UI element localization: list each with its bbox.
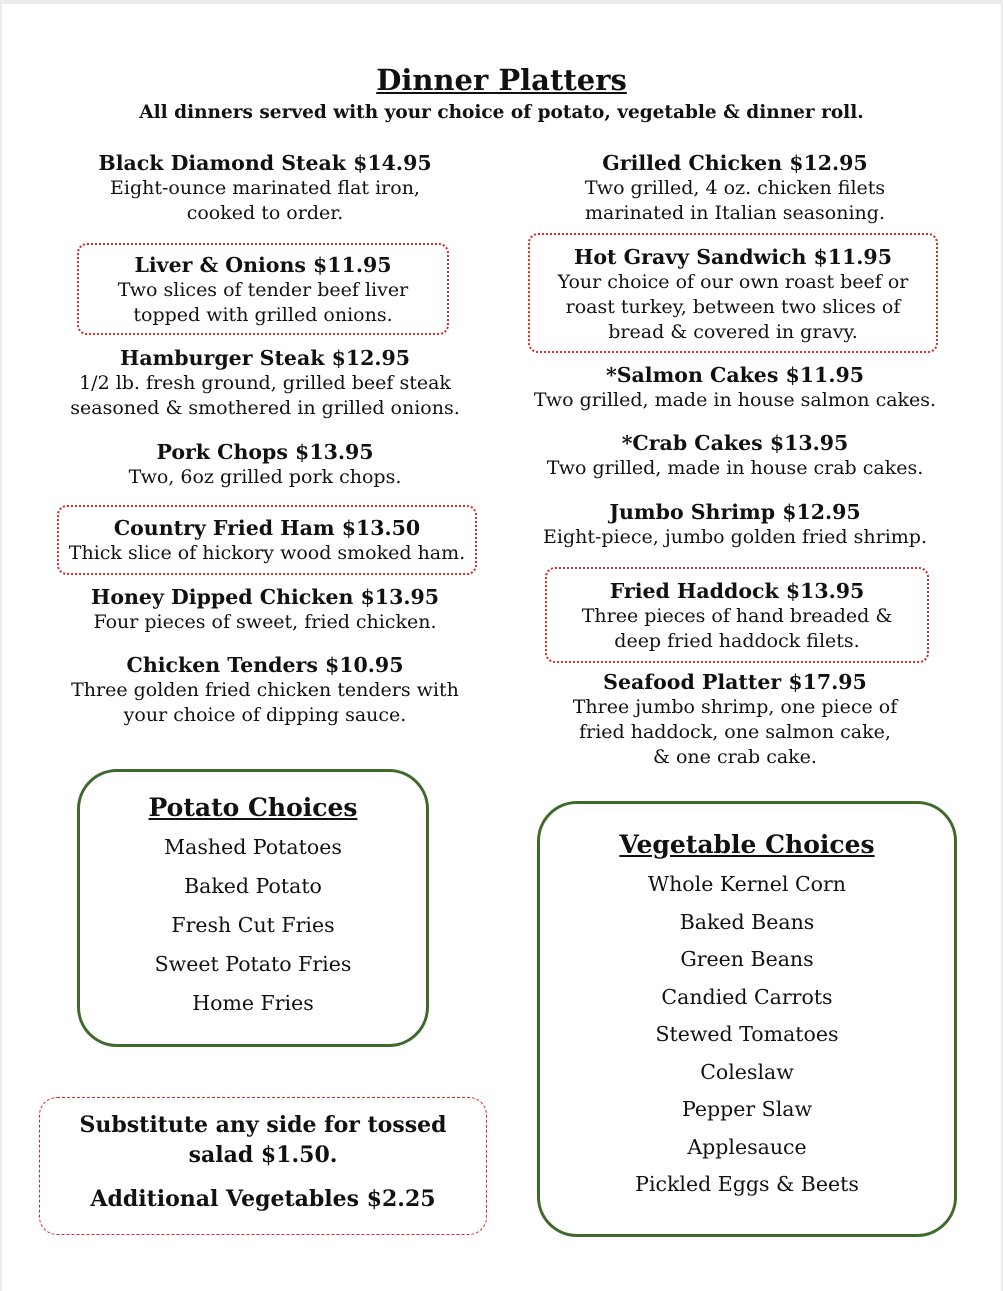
item-desc-line: roast turkey, between two slices of (565, 296, 901, 318)
item-desc-line: deep fried haddock filets. (614, 630, 860, 652)
vegetable-option: Applesauce (687, 1134, 807, 1159)
menu-item-seafood-platter (530, 670, 940, 770)
item-desc-line: your choice of dipping sauce. (123, 704, 407, 726)
menu-item-grilled-chicken (530, 151, 940, 227)
extras-box (39, 1097, 487, 1235)
vegetable-option: Pepper Slaw (681, 1097, 813, 1121)
menu-item-pork-chops (62, 440, 468, 492)
item-desc-line: 1/2 lb. fresh ground, grilled beef steak (79, 372, 451, 394)
potato-choices-box (77, 769, 429, 1047)
vegetable-option: Baked Beans (679, 909, 815, 934)
potato-choices-heading: Potato Choices (148, 793, 358, 822)
item-desc-line: Two grilled, made in house salmon cakes. (533, 389, 937, 411)
menu-item-chicken-tenders (56, 653, 474, 729)
menu-item-crab-cakes (520, 431, 950, 483)
item-name: Grilled Chicken $12.95 (602, 151, 868, 175)
item-name: Liver & Onions $11.95 (134, 253, 392, 277)
item-name: Hot Gravy Sandwich $11.95 (574, 245, 892, 269)
menu-item-fried-haddock (545, 567, 929, 663)
potato-option: Sweet Potato Fries (154, 952, 352, 976)
additional-vegetables-price: Additional Vegetables $2.25 (90, 1186, 436, 1212)
item-desc-line: seasoned & smothered in grilled onions. (70, 397, 460, 419)
vegetable-option: Candied Carrots (661, 984, 833, 1009)
item-desc-line: Your choice of our own roast beef or (557, 271, 909, 293)
vegetable-choices-box (537, 801, 957, 1237)
potato-option: Home Fries (192, 991, 314, 1015)
item-desc-line: Three jumbo shrimp, one piece of (572, 696, 898, 718)
vegetable-choices-heading: Vegetable Choices (619, 830, 875, 859)
vegetable-option: Coleslaw (700, 1059, 794, 1084)
item-name: Country Fried Ham $13.50 (113, 516, 421, 540)
vegetable-option: Pickled Eggs & Beets (635, 1172, 859, 1196)
item-name: Pork Chops $13.95 (156, 440, 374, 464)
substitute-line: Substitute any side for tossed (79, 1112, 447, 1138)
menu-item-black-diamond-steak (62, 151, 468, 227)
substitute-line: salad $1.50. (188, 1142, 338, 1168)
item-desc-line: bread & covered in gravy. (608, 321, 858, 343)
menu-item-jumbo-shrimp (520, 500, 950, 552)
menu-item-hot-gravy-sandwich (528, 233, 938, 353)
menu-item-salmon-cakes (520, 363, 950, 415)
item-name: Seafood Platter $17.95 (603, 670, 867, 694)
item-name: *Crab Cakes $13.95 (621, 431, 849, 455)
item-desc-line: Eight-piece, jumbo golden fried shrimp. (543, 526, 927, 548)
item-desc-line: Two slices of tender beef liver (117, 279, 409, 301)
potato-option: Fresh Cut Fries (171, 913, 335, 937)
item-name: Jumbo Shrimp $12.95 (609, 500, 861, 524)
menu-item-country-fried-ham (57, 505, 477, 575)
item-name: Hamburger Steak $12.95 (119, 346, 411, 370)
menu-title: Dinner Platters (376, 63, 627, 97)
item-desc-line: Two grilled, made in house crab cakes. (546, 457, 924, 479)
menu-subtitle: All dinners served with your choice of potato, vegetable & dinner roll. (139, 102, 864, 123)
item-name: *Salmon Cakes $11.95 (606, 363, 864, 387)
potato-option: Baked Potato (184, 874, 322, 898)
item-desc-line: Two, 6oz grilled pork chops. (128, 466, 402, 488)
item-desc-line: fried haddock, one salmon cake, (579, 721, 891, 743)
item-desc-line: Eight-ounce marinated flat iron, (110, 177, 420, 199)
item-desc-line: topped with grilled onions. (133, 304, 393, 326)
item-name: Black Diamond Steak $14.95 (98, 151, 432, 175)
item-desc-line: cooked to order. (186, 202, 344, 224)
item-desc-line: & one crab cake. (653, 746, 817, 768)
vegetable-option: Green Beans (680, 947, 814, 971)
menu-item-honey-dipped-chicken (62, 585, 468, 637)
item-desc-line: Three pieces of hand breaded & (581, 605, 893, 627)
item-name: Honey Dipped Chicken $13.95 (90, 585, 440, 609)
vegetable-option: Whole Kernel Corn (648, 872, 846, 896)
item-desc-line: Four pieces of sweet, fried chicken. (93, 611, 437, 633)
item-desc-line: marinated in Italian seasoning. (585, 202, 885, 224)
item-desc-line: Three golden fried chicken tenders with (71, 679, 459, 701)
menu-item-liver-onions (77, 243, 449, 335)
item-desc-line: Thick slice of hickory wood smoked ham. (68, 542, 466, 564)
vegetable-option: Stewed Tomatoes (655, 1022, 839, 1046)
item-name: Chicken Tenders $10.95 (126, 653, 404, 677)
potato-option: Mashed Potatoes (164, 835, 342, 859)
item-desc-line: Two grilled, 4 oz. chicken filets (584, 177, 886, 199)
item-name: Fried Haddock $13.95 (609, 579, 865, 603)
menu-item-hamburger-steak (56, 346, 474, 422)
